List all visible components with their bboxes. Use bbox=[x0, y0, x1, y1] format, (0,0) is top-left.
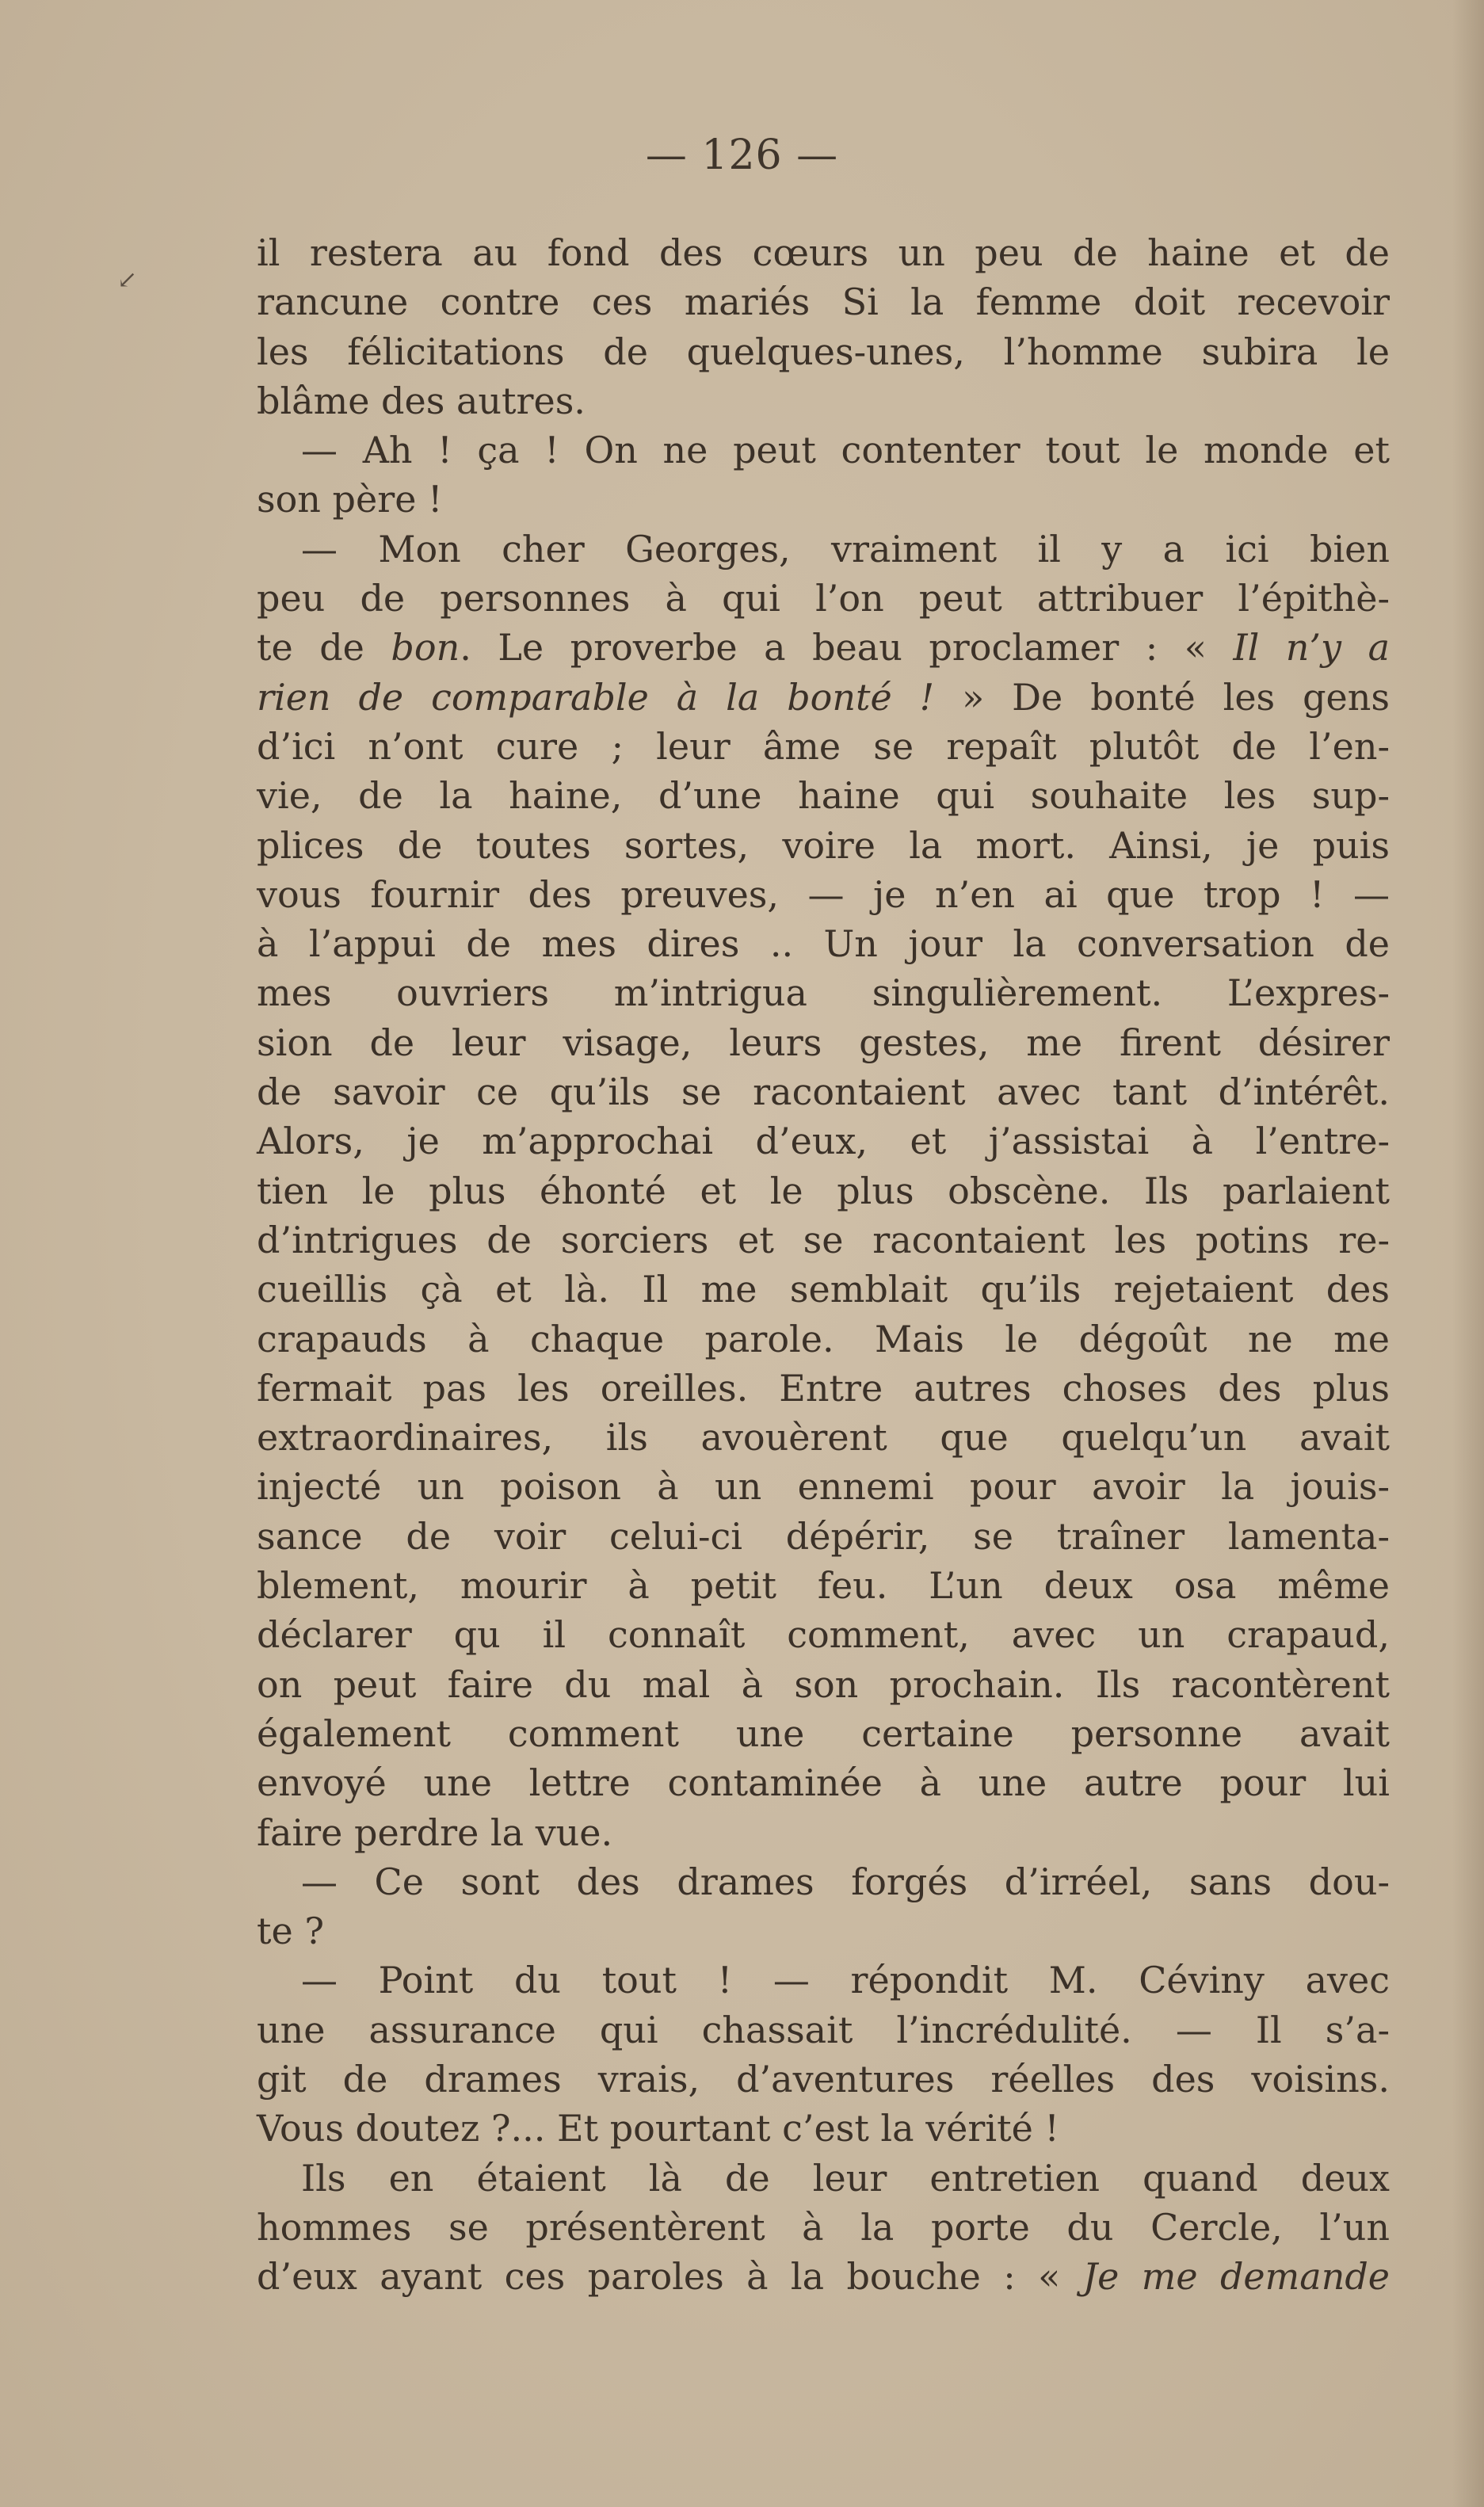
italic-span: bon bbox=[391, 626, 460, 670]
text-line: faire perdre la vue. bbox=[257, 1811, 613, 1854]
text-line: il restera au fond des cœurs un peu de haine et de bbox=[257, 231, 1390, 274]
text-line: mes ouvriers m’intrigua singulièrement. L’expres- bbox=[257, 971, 1390, 1015]
text-span: » De bonté les gens bbox=[934, 675, 1390, 719]
margin-pencil-mark: ↙ bbox=[117, 266, 138, 294]
text-line: plices de toutes sortes, voire la mort. Ainsi, je puis bbox=[257, 823, 1390, 867]
italic-span: Je me demande bbox=[1082, 2255, 1390, 2299]
text-line: sance de voir celui-ci dépérir, se traîner lamenta- bbox=[257, 1514, 1390, 1558]
text-line: hommes se présentèrent à la porte du Cercle, l’un bbox=[257, 2205, 1390, 2249]
text-line: te ? bbox=[257, 1910, 324, 1953]
italic-span: Il n’y a bbox=[1233, 626, 1390, 670]
text-line: git de drames vrais, d’aventures réelles des voisins. bbox=[257, 2057, 1390, 2101]
text-line: rancune contre ces mariés Si la femme doit recevoir bbox=[257, 280, 1390, 324]
text-line: blâme des autres. bbox=[257, 379, 586, 422]
text-line: sion de leur visage, leurs gestes, me firent désirer bbox=[257, 1021, 1390, 1064]
text-line: Alors, je m’approchai d’eux, et j’assistai à l’entre- bbox=[257, 1120, 1390, 1163]
text-line: Vous doutez ?... Et pourtant c’est la vérité ! bbox=[257, 2107, 1059, 2150]
text-line: extraordinaires, ils avouèrent que quelqu’un avait bbox=[257, 1416, 1390, 1460]
text-line: son père ! bbox=[257, 478, 443, 521]
text-line: une assurance qui chassait l’incrédulité. — Il s’a- bbox=[257, 2008, 1390, 2051]
text-line: vie, de la haine, d’une haine qui souhaite les sup- bbox=[257, 774, 1390, 818]
text-line: envoyé une lettre contaminée à une autre pour lui bbox=[257, 1761, 1390, 1805]
text-line: crapauds à chaque parole. Mais le dégoût ne me bbox=[257, 1317, 1390, 1360]
text-line: blement, mourir à petit feu. L’un deux osa même bbox=[257, 1564, 1390, 1608]
text-line: Ils en étaient là de leur entretien quand deux bbox=[301, 2156, 1390, 2200]
text-line: injecté un poison à un ennemi pour avoir la jouis- bbox=[257, 1465, 1390, 1509]
text-line: tien le plus éhonté et le plus obscène. Ils parlaient bbox=[257, 1169, 1390, 1212]
text-line: on peut faire du mal à son prochain. Ils racontèrent bbox=[257, 1662, 1390, 1706]
text-line: vous fournir des preuves, — je n’en ai que trop ! — bbox=[257, 872, 1390, 916]
page-edge-shadow bbox=[1452, 0, 1484, 2507]
text-line: — Ce sont des drames forgés d’irréel, sans dou- bbox=[301, 1860, 1390, 1903]
text-line: également comment une certaine personne avait bbox=[257, 1711, 1390, 1755]
italic-span: rien de comparable à la bonté ! bbox=[257, 675, 935, 719]
text-line: de savoir ce qu’ils se racontaient avec tant d’intérêt. bbox=[257, 1070, 1390, 1114]
text-line: cueillis çà et là. Il me semblait qu’ils rejetaient des bbox=[257, 1268, 1390, 1311]
text-line: d’ici n’ont cure ; leur âme se repaît plutôt de l’en- bbox=[257, 724, 1390, 768]
text-line: fermait pas les oreilles. Entre autres choses des plus bbox=[257, 1366, 1390, 1410]
text-span: . Le proverbe a beau proclamer : « bbox=[460, 626, 1234, 670]
text-line: — Ah ! ça ! On ne peut contenter tout le monde et bbox=[301, 429, 1390, 472]
text-line: — Point du tout ! — répondit M. Céviny avec bbox=[301, 1959, 1390, 2002]
text-line-with-italic bbox=[257, 2252, 1390, 2301]
text-line: les félicitations de quelques-unes, l’homme subira le bbox=[257, 330, 1390, 373]
text-line: d’intrigues de sorciers et se racontaient les potins re- bbox=[257, 1218, 1390, 1261]
page-number: — 126 — bbox=[645, 132, 839, 179]
text-line: — Mon cher Georges, vraiment il y a ici bien bbox=[301, 527, 1390, 570]
text-line-with-italic bbox=[257, 673, 1390, 722]
body-text bbox=[257, 228, 1390, 2301]
text-line: à l’appui de mes dires .. Un jour la conversation de bbox=[257, 922, 1390, 966]
text-span: d’eux ayant ces paroles à la bouche : « bbox=[257, 2255, 1083, 2299]
text-line: peu de personnes à qui l’on peut attribuer l’épithè- bbox=[257, 577, 1390, 620]
text-line-with-italic bbox=[257, 623, 1390, 672]
text-span: te de bbox=[257, 626, 391, 670]
text-line: déclarer qu il connaît comment, avec un crapaud, bbox=[257, 1613, 1390, 1657]
